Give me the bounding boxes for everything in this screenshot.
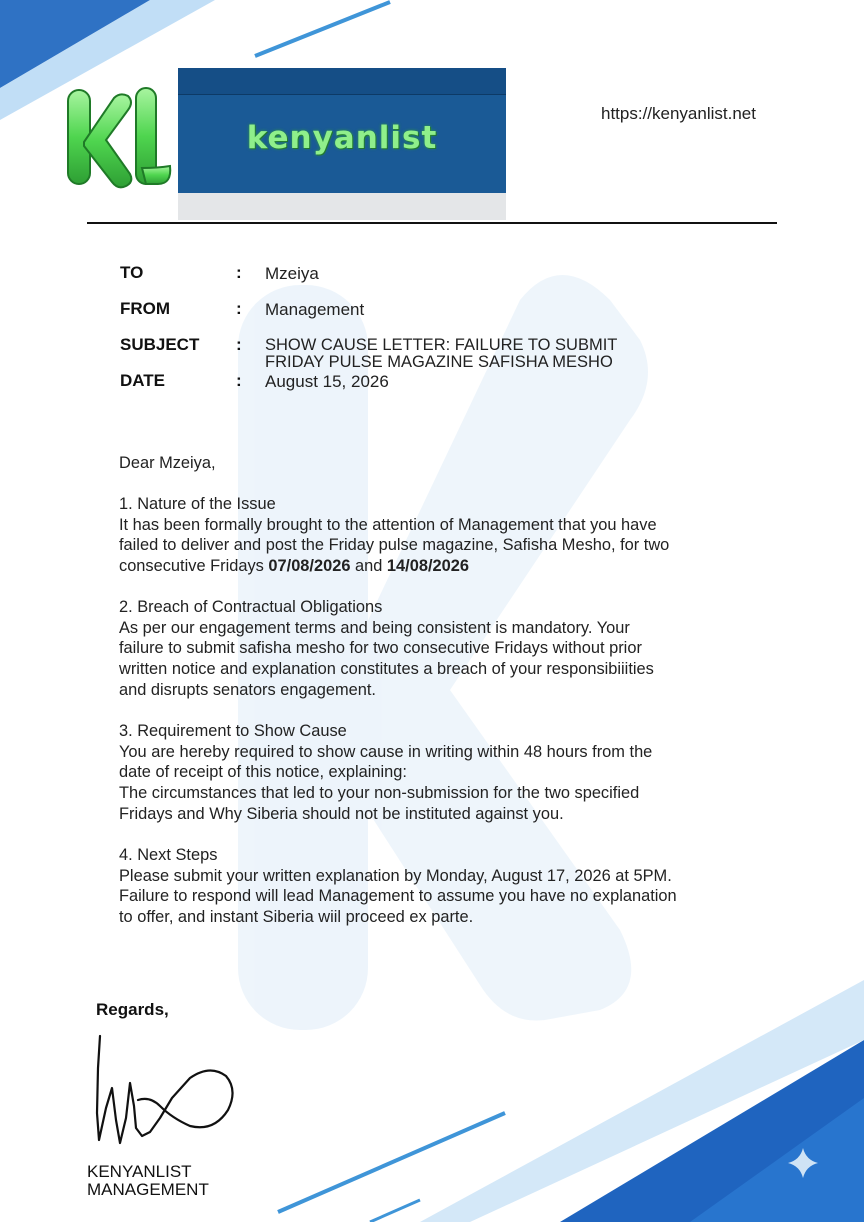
website-url: https://kenyanlist.net xyxy=(601,104,756,123)
paragraph-line: written notice and explanation constitutes a breach of your responsibiiities xyxy=(119,660,654,679)
to-colon: : xyxy=(236,263,242,282)
paragraph-line: Please submit your written explanation by Monday, August 17, 2026 at 5PM. xyxy=(119,866,672,885)
corner-stripe-bottom-right-mid xyxy=(690,1098,864,1222)
from-value: Management xyxy=(265,300,365,319)
section-next-steps xyxy=(119,845,677,928)
paragraph-line: Fridays and Why Siberia should not be instituted against you. xyxy=(119,804,564,823)
paragraph-line: As per our engagement terms and being consistent is mandatory. Your xyxy=(119,618,630,637)
paragraph-line: You are hereby required to show cause in writing within 48 hours from the xyxy=(119,742,653,761)
paragraph-line: to offer, and instant Siberia wiil proceed ex parte. xyxy=(119,908,474,927)
accent-line-bottom xyxy=(278,1113,505,1212)
section-nature-of-issue xyxy=(119,494,669,577)
subject-line-1: SHOW CAUSE LETTER: FAILURE TO SUBMIT xyxy=(265,336,618,354)
date-colon: : xyxy=(236,371,242,390)
section-heading: 2. Breach of Contractual Obligations xyxy=(119,598,383,616)
signatory-line-2: MANAGEMENT xyxy=(87,1180,209,1199)
banner-wordmark: kenyanlist xyxy=(246,120,438,156)
greeting: Dear Mzeiya, xyxy=(119,454,216,472)
paragraph-text: and xyxy=(350,557,387,576)
date-highlight: 07/08/2026 xyxy=(268,557,351,576)
to-value: Mzeiya xyxy=(265,264,319,283)
date-value: August 15, 2026 xyxy=(265,372,389,391)
subject-line-2: FRIDAY PULSE MAGAZINE SAFISHA MESHO xyxy=(265,353,613,371)
accent-line-bottom-short xyxy=(370,1200,420,1222)
date-highlight: 14/08/2026 xyxy=(386,557,469,576)
paragraph-text: consecutive Fridays xyxy=(119,557,269,576)
section-heading: 4. Next Steps xyxy=(119,846,218,864)
paragraph-line xyxy=(119,556,669,577)
paragraph-line: The circumstances that led to your non-submission for the two specified xyxy=(119,784,640,803)
section-heading: 3. Requirement to Show Cause xyxy=(119,722,347,740)
header-divider xyxy=(87,222,777,224)
corner-stripe-bottom-right-light xyxy=(420,980,864,1222)
kenyanlist-logo-mark xyxy=(62,84,174,192)
handwritten-signature xyxy=(90,1028,240,1150)
from-colon: : xyxy=(236,299,242,318)
date-label: DATE xyxy=(120,371,166,390)
paragraph-line: failed to deliver and post the Friday pulse magazine, Safisha Mesho, for two xyxy=(119,536,670,555)
signatory-line-1: KENYANLIST xyxy=(87,1162,192,1181)
accent-line-top xyxy=(255,2,390,56)
subject-value xyxy=(265,337,685,371)
banner-top-band xyxy=(178,68,506,94)
from-label: FROM xyxy=(120,299,171,318)
subject-colon: : xyxy=(236,335,242,354)
to-label: TO xyxy=(120,263,144,282)
subject-label: SUBJECT xyxy=(120,335,200,354)
paragraph-line: and disrupts senators engagement. xyxy=(119,680,376,699)
paragraph-line: It has been formally brought to the attention of Management that you have xyxy=(119,515,657,534)
section-breach xyxy=(119,597,654,701)
paragraph-line: date of receipt of this notice, explaining: xyxy=(119,763,407,782)
regards-text: Regards, xyxy=(96,1000,169,1019)
signatory-block xyxy=(87,1163,209,1199)
sparkle-icon xyxy=(788,1148,818,1178)
kenyanlist-banner-logo xyxy=(178,68,506,220)
paragraph-line: failure to submit safisha mesho for two consecutive Fridays without prior xyxy=(119,639,642,658)
corner-stripe-bottom-right xyxy=(560,1040,864,1222)
corner-stripe-top-left xyxy=(0,0,150,88)
section-show-cause xyxy=(119,721,652,825)
paragraph-line: Failure to respond will lead Management to assume you have no explanation xyxy=(119,887,677,906)
section-heading: 1. Nature of the Issue xyxy=(119,495,276,513)
